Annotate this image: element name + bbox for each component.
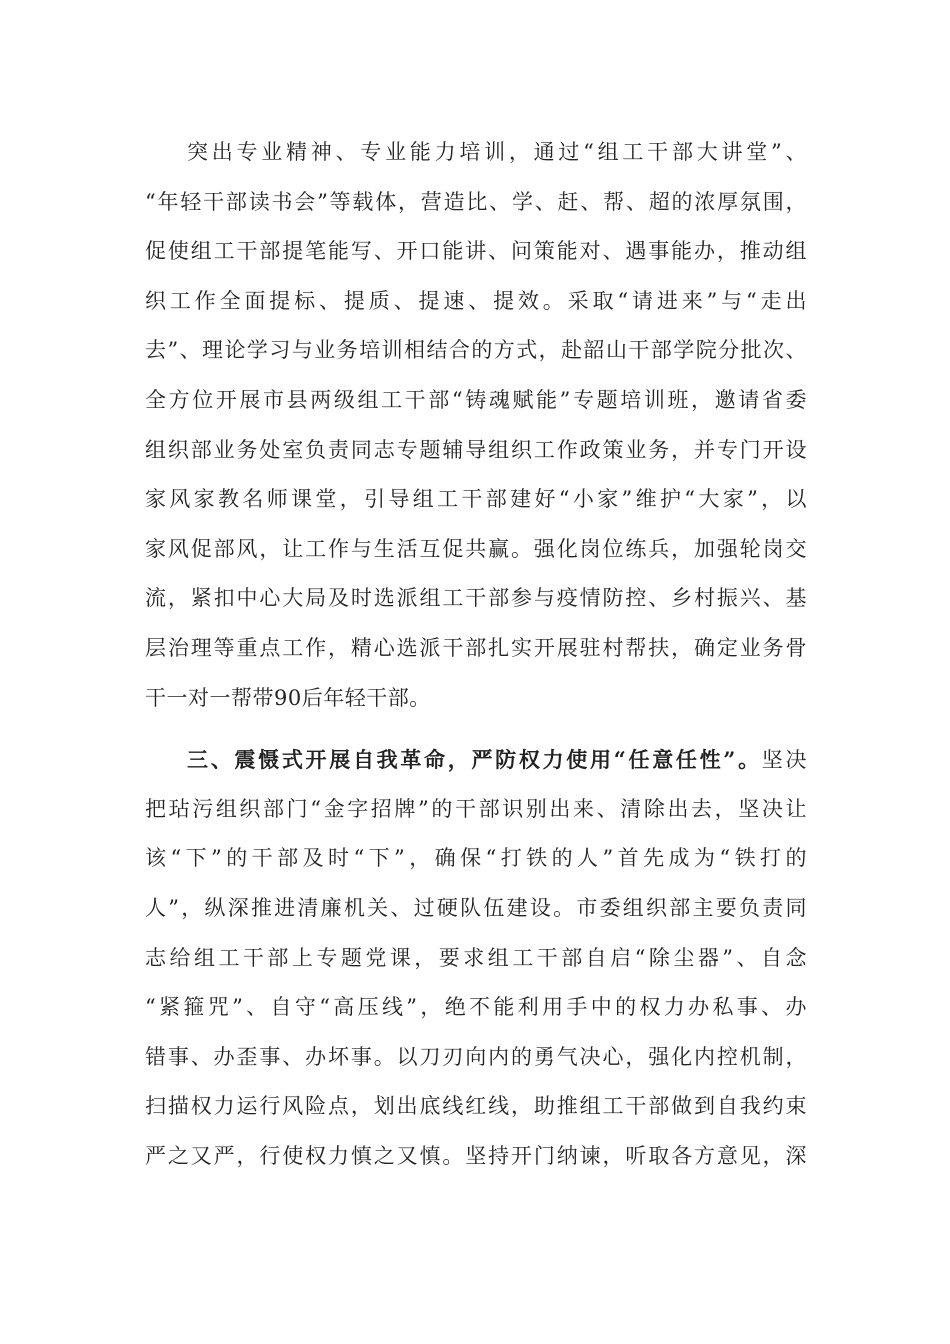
paragraph-line: 组织部业务处室负责同志专题辅导组织工作政策业务，并专门开设 (145, 437, 807, 462)
paragraph-line: “年轻干部读书会”等载体，营造比、学、赶、帮、超的浓厚氛围， (145, 189, 807, 214)
paragraph-2 (145, 735, 807, 1181)
paragraph-line: 全方位开展市县两级组工干部“铸魂赋能”专题培训班，邀请省委 (145, 387, 807, 412)
document-body (145, 128, 807, 1181)
paragraph-line-rest: 坚决 (761, 748, 808, 773)
paragraph-first-line (145, 735, 807, 785)
paragraph-line: 该“下”的干部及时“下”，确保“打铁的人”首先成为“铁打的 (145, 846, 807, 871)
paragraph-line: 去”、理论学习与业务培训相结合的方式，赴韶山干部学院分批次、 (145, 338, 807, 363)
paragraph-line: 人”，纵深推进清廉机关、过硬队伍建设。市委组织部主要负责同 (145, 895, 807, 920)
paragraph-line: “紧箍咒”、自守“高压线”，绝不能利用手中的权力办私事、办 (145, 995, 807, 1020)
paragraph-line: 志给组工干部上专题党课，要求组工干部自启“除尘器”、自念 (145, 945, 807, 970)
paragraph-line: 干一对一帮带90后年轻干部。 (145, 685, 431, 710)
paragraph-line: 突出专业精神、专业能力培训，通过“组工干部大讲堂”、 (187, 140, 807, 164)
paragraph-line: 家风促部风，让工作与生活互促共赢。强化岗位练兵，加强轮岗交 (145, 536, 807, 561)
paragraph-line: 家风家教名师课堂，引导组工干部建好“小家”维护“大家”，以 (145, 487, 807, 512)
paragraph-line: 流，紧扣中心大局及时选派组工干部参与疫情防控、乡村振兴、基 (145, 586, 807, 611)
paragraph-spacer (145, 723, 807, 735)
paragraph-line: 促使组工干部提笔能写、开口能讲、问策能对、遇事能办，推动组 (145, 239, 807, 264)
paragraph-line: 层治理等重点工作，精心选派干部扎实开展驻村帮扶，确定业务骨 (145, 635, 807, 660)
paragraph-line: 织工作全面提标、提质、提速、提效。采取“请进来”与“走出 (145, 288, 807, 313)
paragraph-line: 把玷污组织部门“金字招牌”的干部识别出来、清除出去，坚决让 (145, 796, 807, 821)
paragraph-line: 严之又严，行使权力慎之又慎。坚持开门纳谏，听取各方意见，深 (145, 1143, 807, 1168)
paragraph-line: 错事、办歪事、办坏事。以刀刃向内的勇气决心，强化内控机制， (145, 1044, 807, 1069)
paragraph-line: 扫描权力运行风险点，划出底线红线，助推组工干部做到自我约束 (145, 1094, 807, 1119)
section-heading: 三、震慑式开展自我革命，严防权力使用“任意任性”。 (187, 747, 762, 773)
paragraph-1 (145, 128, 807, 723)
